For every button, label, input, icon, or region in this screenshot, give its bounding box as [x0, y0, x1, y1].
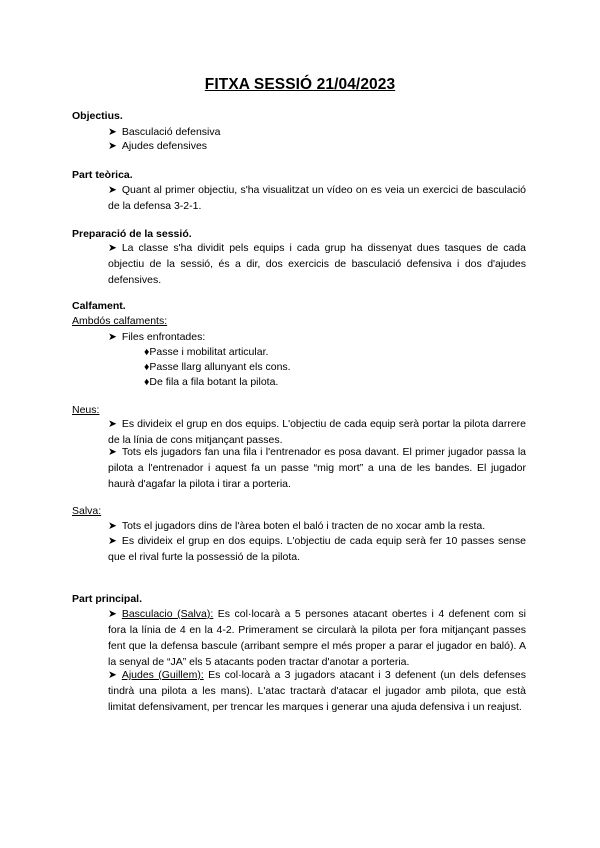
diamond-bullet-icon: ♦: [144, 361, 150, 373]
neus-text: Tots els jugadors fan una fila i l'entrenador es posa davant. El primer jugador passa la pilota a l'entrenador i aquest fa un passe “mig mort” a una de les bandes. El jugador haurà d'agafar la pilota i tirar a porteria.: [108, 446, 526, 490]
salva-text: Es divideix el grup en dos equips. L'objectiu de cada equip serà fer 10 passes sense que el rival furte la possessió de la pilota.: [108, 535, 526, 563]
salva-text: Tots el jugadors dins de l'àrea boten el baló i tracten de no xocar amb la resta.: [121, 520, 486, 532]
list-item: [108, 126, 220, 139]
salva-subheading: Salva:: [72, 505, 102, 517]
list-item: [144, 361, 291, 374]
subitem-text: Passe i mobilitat articular.: [149, 346, 269, 358]
list-item: [144, 346, 268, 359]
list-item: [144, 376, 278, 389]
part-principal-heading: Part principal.: [72, 593, 143, 605]
part-teorica-text: Quant al primer objectiu, s'ha visualitzat un vídeo on es veia un exercici de basculació de la defensa 3-2-1.: [108, 184, 526, 212]
neus-text: Es divideix el grup en dos equips. L'objectiu de cada equip serà portar la pilota darrere de la línia de cons mitjançant passes.: [108, 418, 526, 446]
files-enfrontades-text: Files enfrontades:: [121, 331, 206, 343]
arrow-bullet-icon: ➤: [108, 446, 117, 458]
diamond-bullet-icon: ♦: [144, 376, 150, 388]
arrow-bullet-icon: ➤: [108, 331, 117, 343]
arrow-bullet-icon: ➤: [108, 608, 117, 620]
preparacio-text: La classe s'ha dividit pels equips i cada grup ha dissenyat dues tasques de cada objectiu de la sessió, és a dir, dos exercicis de basculació defensiva i dos d'ajudes defensives.: [108, 242, 526, 286]
arrow-bullet-icon: ➤: [108, 242, 117, 254]
arrow-bullet-icon: ➤: [108, 520, 117, 532]
ajudes-text: Es col·locarà a 3 jugadors atacant i 3 defenent (un dels defenses tindrà una pilota a les mans). L'atac tractarà d'atacar el jugador amb pilota, que està limitat defensivament, per trencar les marques i generar una ajuda defensiva i un reajust.: [108, 669, 526, 713]
basculacio-label: Basculacio (Salva):: [121, 608, 214, 620]
part-teorica-heading: Part teòrica.: [72, 169, 133, 181]
preparacio-paragraph: [108, 240, 526, 288]
list-item: [108, 331, 205, 344]
arrow-bullet-icon: ➤: [108, 669, 117, 681]
objectius-heading: Objectius.: [72, 110, 123, 122]
objectiu-text: Basculació defensiva: [121, 126, 221, 138]
subitem-text: Passe llarg allunyant els cons.: [149, 361, 291, 373]
diamond-bullet-icon: ♦: [144, 346, 150, 358]
arrow-bullet-icon: ➤: [108, 126, 117, 138]
neus-item-2: [108, 444, 526, 492]
salva-item-2: [108, 533, 526, 565]
page-title: FITXA SESSIÓ 21/04/2023: [204, 76, 396, 93]
arrow-bullet-icon: ➤: [108, 184, 117, 196]
arrow-bullet-icon: ➤: [108, 418, 117, 430]
subitem-text: De fila a fila botant la pilota.: [149, 376, 279, 388]
ajudes-label: Ajudes (Guillem):: [121, 669, 204, 681]
ajudes-paragraph: [108, 667, 526, 715]
salva-item-1: [108, 518, 526, 534]
preparacio-heading: Preparació de la sessió.: [72, 228, 192, 240]
neus-subheading: Neus:: [72, 404, 100, 416]
arrow-bullet-icon: ➤: [108, 535, 117, 547]
ambdos-subheading: Ambdós calfaments:: [72, 315, 168, 327]
list-item: [108, 140, 207, 153]
basculacio-text: Es col·locarà a 5 persones atacant obertes i 4 defenent com si fora la línia de 4 en la 4-2. Primerament se circularà la pilota per fora mitjançant passes fent que la defensa bascule (arribant sempre el més proper a parar el jugador en baló). A la senyal de “JA” els 5 atacants poden tractar d'anotar a porteria.: [108, 608, 526, 668]
calfament-heading: Calfament.: [72, 300, 126, 312]
basculacio-paragraph: [108, 606, 526, 670]
arrow-bullet-icon: ➤: [108, 140, 117, 152]
part-teorica-paragraph: [108, 182, 526, 214]
objectiu-text: Ajudes defensives: [121, 140, 208, 152]
